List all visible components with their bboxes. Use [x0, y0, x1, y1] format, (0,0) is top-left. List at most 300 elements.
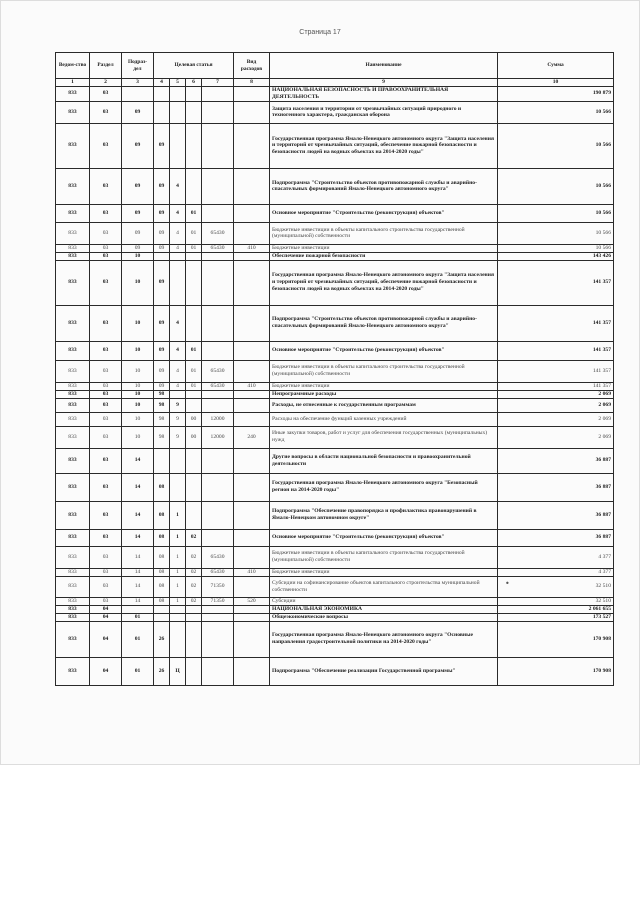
cell-cs-3 [186, 501, 202, 529]
cell-naimenovanie: Бюджетные инвестиции в объекты капитального строительства государственной (муниципальной) собственности [270, 360, 498, 382]
cell-cs-4 [202, 252, 234, 260]
cell-vedomstvo: 833 [56, 244, 90, 252]
cell-cs-3: 01 [186, 382, 202, 390]
cell-cs-4 [202, 613, 234, 621]
cell-summa: 141 357 [498, 305, 614, 341]
cell-cs-2 [170, 101, 186, 123]
table-row [56, 657, 614, 685]
cell-vedomstvo: 833 [56, 390, 90, 398]
cell-cs-1: 98 [154, 412, 170, 426]
cell-summa: 2 069 [498, 426, 614, 448]
cell-vid-raskhodov: 240 [234, 426, 270, 448]
table-row [56, 568, 614, 576]
cell-cs-2: 4 [170, 204, 186, 222]
table-row [56, 426, 614, 448]
cell-cs-3: 01 [186, 244, 202, 252]
cell-cs-3 [186, 398, 202, 412]
cell-vid-raskhodov [234, 360, 270, 382]
header-podrazdel: Подраз-дел [122, 53, 154, 79]
cell-summa: 2 061 655 [498, 605, 614, 613]
cell-vedomstvo: 833 [56, 398, 90, 412]
cell-cs-2: 1 [170, 568, 186, 576]
cell-razdel: 03 [90, 529, 122, 546]
col-number: 9 [270, 79, 498, 87]
cell-vedomstvo: 833 [56, 576, 90, 597]
cell-cs-1: 09 [154, 123, 170, 168]
cell-vid-raskhodov [234, 621, 270, 657]
cell-podrazdel: 10 [122, 382, 154, 390]
cell-vid-raskhodov [234, 412, 270, 426]
cell-vid-raskhodov [234, 123, 270, 168]
cell-cs-2: 4 [170, 360, 186, 382]
cell-summa: 32 510 [498, 576, 614, 597]
cell-summa: 173 527 [498, 613, 614, 621]
cell-cs-3: 02 [186, 568, 202, 576]
cell-cs-3 [186, 448, 202, 473]
cell-vid-raskhodov [234, 576, 270, 597]
cell-cs-2 [170, 473, 186, 501]
cell-cs-1: 09 [154, 341, 170, 360]
header-vedomstvo: Ведом-ство [56, 53, 90, 79]
table-row [56, 360, 614, 382]
table-row [56, 621, 614, 657]
cell-razdel: 03 [90, 341, 122, 360]
cell-cs-1: 09 [154, 204, 170, 222]
cell-vedomstvo: 833 [56, 341, 90, 360]
cell-podrazdel: 10 [122, 412, 154, 426]
cell-razdel: 03 [90, 168, 122, 204]
cell-cs-2: 4 [170, 341, 186, 360]
cell-cs-4: 65430 [202, 546, 234, 568]
cell-cs-2: 9 [170, 412, 186, 426]
table-row [56, 123, 614, 168]
cell-vid-raskhodov: 520 [234, 597, 270, 605]
table-row [56, 398, 614, 412]
cell-vedomstvo: 833 [56, 412, 90, 426]
table-row [56, 252, 614, 260]
cell-cs-3 [186, 101, 202, 123]
cell-cs-4: 71350 [202, 597, 234, 605]
cell-cs-4 [202, 390, 234, 398]
cell-vid-raskhodov: 410 [234, 382, 270, 390]
cell-summa: 143 426 [498, 252, 614, 260]
table-row [56, 101, 614, 123]
header-row [56, 53, 614, 79]
cell-cs-1: 09 [154, 244, 170, 252]
cell-cs-3 [186, 86, 202, 101]
cell-podrazdel: 14 [122, 597, 154, 605]
cell-vedomstvo: 833 [56, 382, 90, 390]
cell-vid-raskhodov [234, 529, 270, 546]
cell-cs-2: 4 [170, 305, 186, 341]
table-row [56, 576, 614, 597]
cell-razdel: 04 [90, 605, 122, 613]
cell-razdel: 03 [90, 546, 122, 568]
cell-podrazdel: 10 [122, 341, 154, 360]
cell-podrazdel: 09 [122, 168, 154, 204]
cell-cs-4: 65430 [202, 360, 234, 382]
cell-vedomstvo: 833 [56, 360, 90, 382]
cell-cs-2: 4 [170, 168, 186, 204]
cell-summa: 10 566 [498, 244, 614, 252]
cell-naimenovanie: Субсидии [270, 597, 498, 605]
cell-podrazdel: 10 [122, 426, 154, 448]
cell-cs-2 [170, 260, 186, 305]
cell-cs-1: 09 [154, 305, 170, 341]
cell-vid-raskhodov: 410 [234, 244, 270, 252]
header-summa: Сумма [498, 53, 614, 79]
cell-razdel: 03 [90, 382, 122, 390]
cell-cs-3 [186, 613, 202, 621]
cell-razdel: 03 [90, 86, 122, 101]
cell-podrazdel: 01 [122, 613, 154, 621]
cell-vedomstvo: 833 [56, 568, 90, 576]
cell-podrazdel: 14 [122, 448, 154, 473]
cell-summa: 36 887 [498, 529, 614, 546]
cell-razdel: 04 [90, 613, 122, 621]
cell-cs-1: 98 [154, 390, 170, 398]
cell-cs-3 [186, 123, 202, 168]
cell-cs-4 [202, 657, 234, 685]
cell-cs-1 [154, 252, 170, 260]
table-row [56, 390, 614, 398]
cell-podrazdel: 10 [122, 252, 154, 260]
col-number: 1 [56, 79, 90, 87]
cell-cs-2: 1 [170, 597, 186, 605]
cell-cs-1: 09 [154, 260, 170, 305]
cell-podrazdel: 09 [122, 222, 154, 244]
cell-cs-1: 08 [154, 568, 170, 576]
cell-cs-4: 12000 [202, 412, 234, 426]
cell-razdel: 04 [90, 621, 122, 657]
cell-naimenovanie: Бюджетные инвестиции [270, 568, 498, 576]
table-row [56, 305, 614, 341]
cell-cs-1: 08 [154, 473, 170, 501]
cell-cs-3: 02 [186, 546, 202, 568]
cell-cs-2 [170, 86, 186, 101]
cell-naimenovanie: Подпрограмма "Строительство объектов противопожарной службы и аварийно-спасательных формирований Ямало-Ненецкого автономного округа" [270, 305, 498, 341]
table-row [56, 341, 614, 360]
cell-naimenovanie: Обеспечение пожарной безопасности [270, 252, 498, 260]
cell-naimenovanie: Государственная программа Ямало-Ненецкого автономного округа "Защита населения и территорий от чрезвычайных ситуаций, обеспечение пожарной безопасности и безопасности людей на водных объектах на 2014-2020 годы" [270, 123, 498, 168]
cell-cs-4 [202, 605, 234, 613]
col-number: 2 [90, 79, 122, 87]
cell-cs-4 [202, 529, 234, 546]
cell-razdel: 03 [90, 360, 122, 382]
cell-cs-1: 09 [154, 168, 170, 204]
cell-naimenovanie: Защита населения и территории от чрезвычайных ситуаций природного и техногенного характера, гражданская оборона [270, 101, 498, 123]
cell-cs-2 [170, 613, 186, 621]
cell-vid-raskhodov [234, 260, 270, 305]
table-row [56, 597, 614, 605]
cell-cs-1: 08 [154, 576, 170, 597]
cell-cs-2: 4 [170, 244, 186, 252]
cell-razdel: 03 [90, 101, 122, 123]
col-number: 5 [170, 79, 186, 87]
cell-vedomstvo: 833 [56, 529, 90, 546]
cell-naimenovanie: Бюджетные инвестиции [270, 382, 498, 390]
cell-naimenovanie: НАЦИОНАЛЬНАЯ БЕЗОПАСНОСТЬ И ПРАВООХРАНИТЕЛЬНАЯ ДЕЯТЕЛЬНОСТЬ [270, 86, 498, 101]
cell-cs-2 [170, 252, 186, 260]
cell-cs-4 [202, 341, 234, 360]
cell-cs-4: 65430 [202, 382, 234, 390]
cell-cs-2: 1 [170, 546, 186, 568]
cell-naimenovanie: Основное мероприятие "Строительство (реконструкция) объектов" [270, 341, 498, 360]
cell-razdel: 03 [90, 305, 122, 341]
cell-cs-2: 1 [170, 529, 186, 546]
col-number: 8 [234, 79, 270, 87]
cell-cs-1: 98 [154, 426, 170, 448]
cell-summa: 36 887 [498, 501, 614, 529]
cell-summa: 10 566 [498, 168, 614, 204]
cell-cs-4: 65430 [202, 568, 234, 576]
cell-cs-3 [186, 305, 202, 341]
cell-cs-2: Ц [170, 657, 186, 685]
table-row [56, 473, 614, 501]
cell-podrazdel: 09 [122, 204, 154, 222]
cell-vedomstvo: 833 [56, 101, 90, 123]
cell-summa: 170 908 [498, 621, 614, 657]
cell-naimenovanie: Бюджетные инвестиции в объекты капитального строительства государственной (муниципальной) собственности [270, 222, 498, 244]
cell-vedomstvo: 833 [56, 260, 90, 305]
cell-vedomstvo: 833 [56, 252, 90, 260]
header-razdel: Раздел [90, 53, 122, 79]
cell-cs-1: 98 [154, 398, 170, 412]
cell-cs-2: 1 [170, 576, 186, 597]
header-naimenovanie: Наименование [270, 53, 498, 79]
cell-cs-2: 4 [170, 382, 186, 390]
table-row [56, 605, 614, 613]
cell-vid-raskhodov [234, 657, 270, 685]
cell-cs-2 [170, 390, 186, 398]
cell-cs-4 [202, 305, 234, 341]
cell-razdel: 03 [90, 597, 122, 605]
cell-summa: 36 887 [498, 473, 614, 501]
cell-summa: 141 357 [498, 260, 614, 305]
cell-cs-2: 9 [170, 426, 186, 448]
cell-vedomstvo: 833 [56, 168, 90, 204]
cell-vedomstvo: 833 [56, 605, 90, 613]
cell-cs-4 [202, 101, 234, 123]
cell-vid-raskhodov [234, 546, 270, 568]
cell-vid-raskhodov [234, 86, 270, 101]
cell-podrazdel: 01 [122, 621, 154, 657]
cell-cs-3: 00 [186, 412, 202, 426]
cell-razdel: 03 [90, 123, 122, 168]
cell-naimenovanie: Другие вопросы в области национальной безопасности и правоохранительной деятельности [270, 448, 498, 473]
cell-vedomstvo: 833 [56, 204, 90, 222]
cell-podrazdel [122, 605, 154, 613]
cell-naimenovanie: Подпрограмма "Обеспечение правопорядка и профилактика правонарушений в Ямало-Ненецком автономном округе" [270, 501, 498, 529]
cell-podrazdel: 10 [122, 305, 154, 341]
cell-podrazdel: 14 [122, 529, 154, 546]
cell-cs-1: 08 [154, 597, 170, 605]
page-label: Страница 17 [299, 29, 341, 36]
table-row [56, 529, 614, 546]
cell-podrazdel [122, 86, 154, 101]
cell-cs-3 [186, 657, 202, 685]
cell-naimenovanie: Бюджетные инвестиции в объекты капитального строительства государственной (муниципальной) собственности [270, 546, 498, 568]
cell-vedomstvo: 833 [56, 305, 90, 341]
cell-summa: 170 908 [498, 657, 614, 685]
col-number: 3 [122, 79, 154, 87]
cell-podrazdel: 10 [122, 390, 154, 398]
table-row [56, 244, 614, 252]
cell-razdel: 03 [90, 448, 122, 473]
cell-vedomstvo: 833 [56, 222, 90, 244]
cell-cs-1 [154, 101, 170, 123]
cell-summa: 2 069 [498, 390, 614, 398]
table-row [56, 546, 614, 568]
cell-cs-1 [154, 448, 170, 473]
cell-naimenovanie: НАЦИОНАЛЬНАЯ ЭКОНОМИКА [270, 605, 498, 613]
cell-podrazdel: 09 [122, 244, 154, 252]
cell-vedomstvo: 833 [56, 597, 90, 605]
cell-naimenovanie: Государственная программа Ямало-Ненецкого автономного округа "Защита населения и территорий от чрезвычайных ситуаций, обеспечение пожарной безопасности и безопасности людей на водных объектах на 2014-2020 годы" [270, 260, 498, 305]
cell-vedomstvo: 833 [56, 657, 90, 685]
cell-cs-2 [170, 621, 186, 657]
cell-summa: 4 377 [498, 546, 614, 568]
table-row [56, 613, 614, 621]
cell-razdel: 03 [90, 244, 122, 252]
table-row [56, 382, 614, 390]
pen-mark: • [505, 579, 510, 588]
cell-vedomstvo: 833 [56, 501, 90, 529]
cell-cs-3 [186, 621, 202, 657]
cell-razdel: 03 [90, 501, 122, 529]
cell-vid-raskhodov: 410 [234, 568, 270, 576]
cell-cs-2 [170, 123, 186, 168]
cell-cs-3: 01 [186, 222, 202, 244]
table-row [56, 168, 614, 204]
cell-razdel: 03 [90, 204, 122, 222]
cell-cs-3: 01 [186, 360, 202, 382]
cell-podrazdel: 10 [122, 360, 154, 382]
cell-cs-4: 71350 [202, 576, 234, 597]
budget-table [55, 52, 614, 686]
cell-vedomstvo: 833 [56, 621, 90, 657]
cell-razdel: 03 [90, 252, 122, 260]
cell-cs-1 [154, 605, 170, 613]
cell-cs-3: 01 [186, 341, 202, 360]
cell-vid-raskhodov [234, 168, 270, 204]
cell-cs-1: 09 [154, 222, 170, 244]
cell-summa: 190 879 [498, 86, 614, 101]
cell-cs-3: 02 [186, 597, 202, 605]
cell-naimenovanie: Государственная программа Ямало-Ненецкого автономного округа "Основные направления градостроительной политики на 2014-2020 годы" [270, 621, 498, 657]
cell-vid-raskhodov [234, 305, 270, 341]
cell-vid-raskhodov [234, 501, 270, 529]
cell-cs-4 [202, 123, 234, 168]
cell-cs-3: 00 [186, 426, 202, 448]
cell-cs-4 [202, 398, 234, 412]
cell-vid-raskhodov [234, 252, 270, 260]
cell-naimenovanie: Субсидии на софинансирование объектов капитального строительства муниципальной собственности [270, 576, 498, 597]
cell-cs-1: 08 [154, 529, 170, 546]
cell-naimenovanie: Основное мероприятие "Строительство (реконструкция) объектов" [270, 529, 498, 546]
cell-podrazdel: 14 [122, 568, 154, 576]
cell-cs-2 [170, 605, 186, 613]
cell-vid-raskhodov [234, 605, 270, 613]
cell-vedomstvo: 833 [56, 86, 90, 101]
cell-cs-3: 02 [186, 576, 202, 597]
cell-cs-4 [202, 86, 234, 101]
cell-cs-4 [202, 473, 234, 501]
cell-cs-4 [202, 204, 234, 222]
cell-summa: 4 377 [498, 568, 614, 576]
cell-podrazdel: 09 [122, 101, 154, 123]
table-row [56, 412, 614, 426]
cell-cs-2: 1 [170, 501, 186, 529]
cell-cs-4 [202, 621, 234, 657]
cell-podrazdel: 14 [122, 501, 154, 529]
cell-cs-3 [186, 473, 202, 501]
table-row [56, 448, 614, 473]
cell-razdel: 03 [90, 398, 122, 412]
cell-cs-4: 65430 [202, 244, 234, 252]
cell-podrazdel: 01 [122, 657, 154, 685]
cell-podrazdel: 14 [122, 546, 154, 568]
cell-cs-2: 4 [170, 222, 186, 244]
cell-vedomstvo: 833 [56, 123, 90, 168]
cell-cs-4 [202, 501, 234, 529]
col-number: 6 [186, 79, 202, 87]
table-row [56, 86, 614, 101]
cell-naimenovanie: Бюджетные инвестиции [270, 244, 498, 252]
cell-summa: 141 357 [498, 360, 614, 382]
cell-cs-3: 02 [186, 529, 202, 546]
cell-cs-1: 08 [154, 546, 170, 568]
cell-summa: 2 069 [498, 398, 614, 412]
col-number: 10 [498, 79, 614, 87]
cell-cs-1: 09 [154, 360, 170, 382]
cell-cs-1: 26 [154, 621, 170, 657]
cell-naimenovanie: Непрограммные расходы [270, 390, 498, 398]
cell-vid-raskhodov [234, 222, 270, 244]
cell-vid-raskhodov [234, 341, 270, 360]
cell-cs-4: 65430 [202, 222, 234, 244]
cell-cs-4 [202, 168, 234, 204]
cell-summa: 141 357 [498, 341, 614, 360]
cell-vedomstvo: 833 [56, 473, 90, 501]
cell-razdel: 03 [90, 390, 122, 398]
cell-vedomstvo: 833 [56, 546, 90, 568]
cell-vid-raskhodov [234, 101, 270, 123]
cell-vid-raskhodov [234, 473, 270, 501]
cell-cs-4 [202, 448, 234, 473]
table-row [56, 501, 614, 529]
table-row [56, 260, 614, 305]
cell-razdel: 04 [90, 657, 122, 685]
cell-naimenovanie: Государственная программа Ямало-Ненецкого автономного округа "Безопасный регион на 2014-2020 годы" [270, 473, 498, 501]
cell-cs-3 [186, 260, 202, 305]
cell-naimenovanie: Подпрограмма "Обеспечение реализации Государственной программы" [270, 657, 498, 685]
cell-cs-3 [186, 168, 202, 204]
cell-naimenovanie: Иные закупки товаров, работ и услуг для обеспечения государственных (муниципальных) нужд [270, 426, 498, 448]
cell-naimenovanie: Расходы, не отнесенные к государственным программам [270, 398, 498, 412]
cell-razdel: 03 [90, 222, 122, 244]
cell-cs-4: 12000 [202, 426, 234, 448]
cell-podrazdel: 10 [122, 260, 154, 305]
cell-razdel: 03 [90, 412, 122, 426]
cell-summa: 10 566 [498, 204, 614, 222]
header-vid-raskhodov: Вид расходов [234, 53, 270, 79]
table-row [56, 222, 614, 244]
cell-naimenovanie: Общеэкономические вопросы [270, 613, 498, 621]
column-number-row [56, 79, 614, 87]
cell-vid-raskhodov [234, 613, 270, 621]
cell-vid-raskhodov [234, 448, 270, 473]
